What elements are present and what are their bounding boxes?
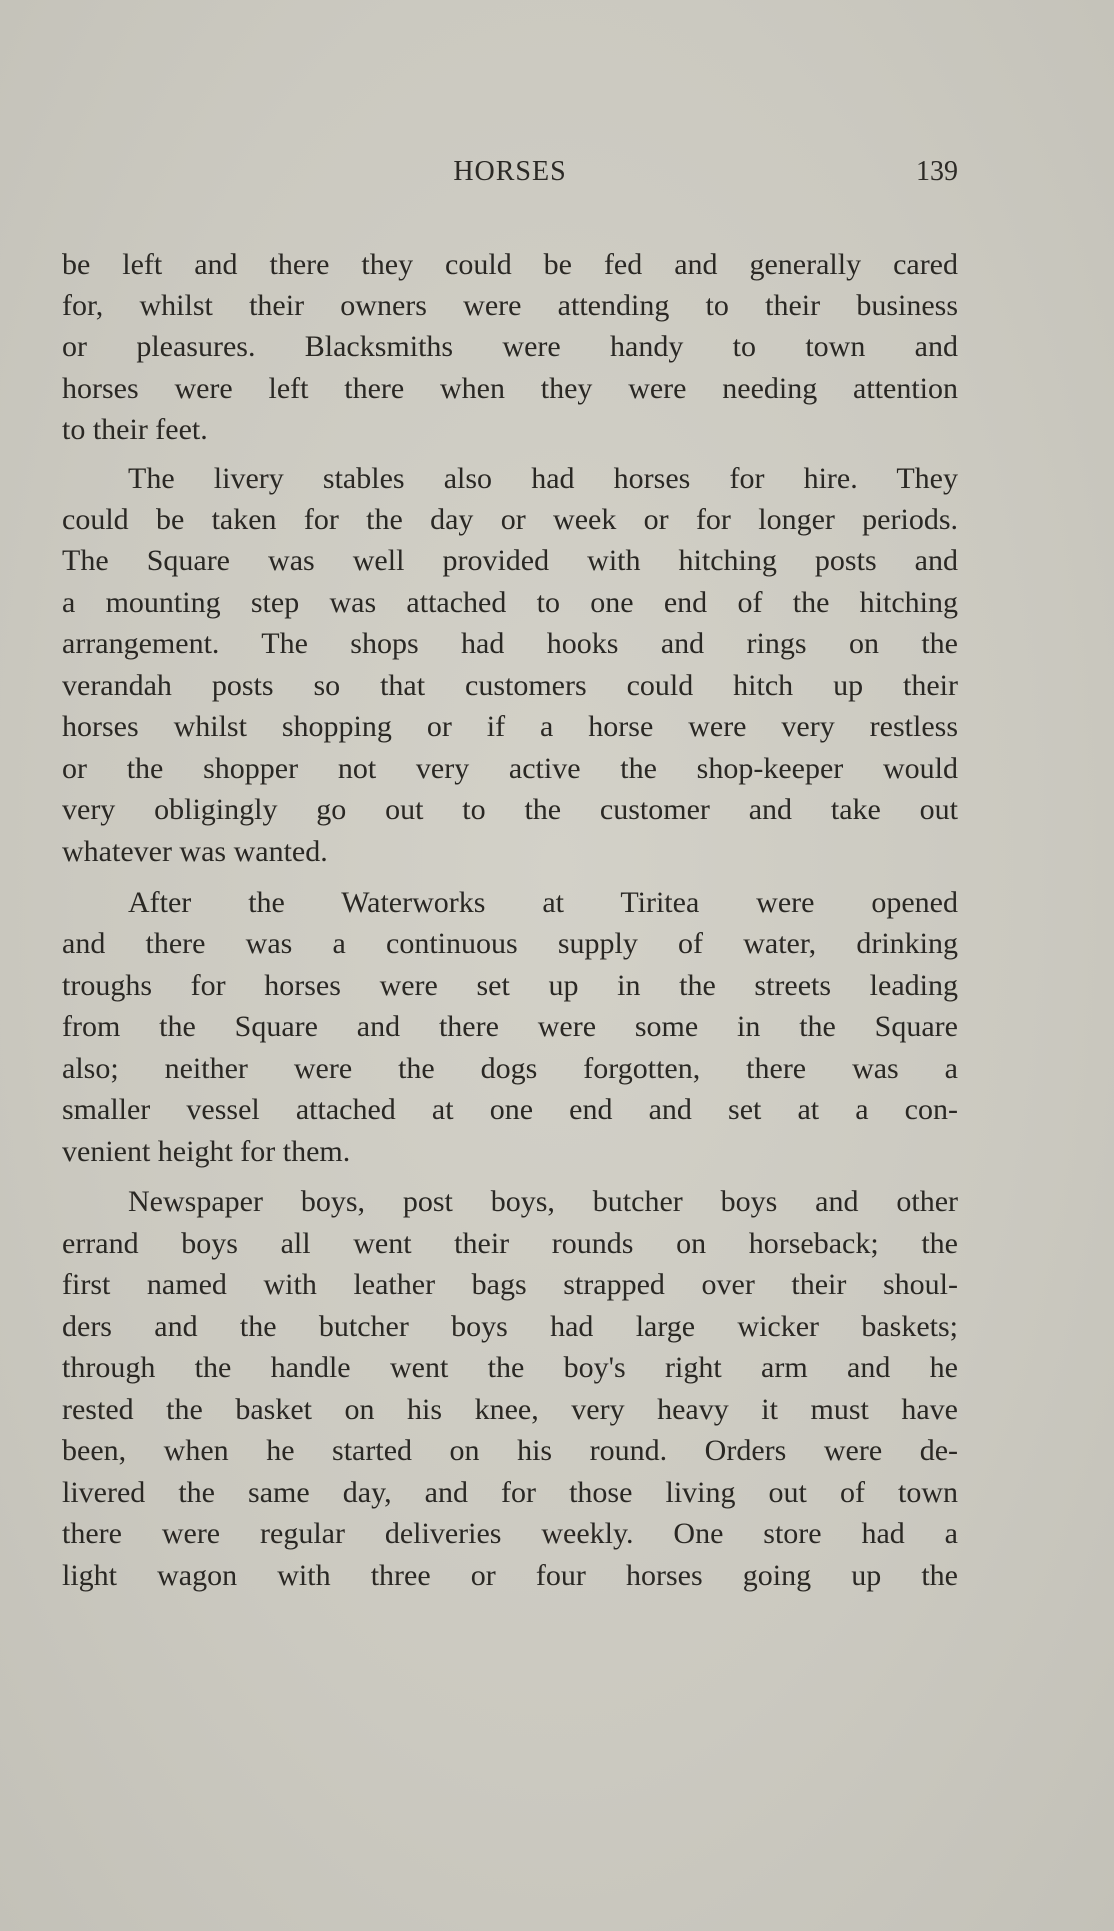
text-line: venient height for them. (62, 1135, 351, 1168)
text-line: for, whilst their owners were attending to their business (62, 289, 958, 322)
text-line: whatever was wanted. (62, 835, 328, 868)
text-line: from the Square and there were some in the Square (62, 1010, 958, 1043)
paragraph-first-line: Newspaper boys, post boys, butcher boys and other (128, 1185, 958, 1218)
text-line: ders and the butcher boys had large wicker baskets; (62, 1310, 958, 1343)
page-number: 139 (916, 156, 958, 187)
text-line: The Square was well provided with hitching posts and (62, 544, 958, 577)
text-line: horses whilst shopping or if a horse were very restless (62, 710, 958, 743)
text-line: very obligingly go out to the customer and take out (62, 793, 958, 826)
text-line: light wagon with three or four horses going up the (62, 1559, 958, 1592)
text-line: verandah posts so that customers could hitch up their (62, 669, 958, 702)
text-line: troughs for horses were set up in the streets leading (62, 969, 958, 1002)
text-line: and there was a continuous supply of water, drinking (62, 927, 958, 960)
text-line: to their feet. (62, 413, 208, 446)
text-line: or pleasures. Blacksmiths were handy to town and (62, 330, 958, 363)
text-line: arrangement. The shops had hooks and rings on the (62, 627, 958, 660)
text-line: been, when he started on his round. Orders were de- (62, 1434, 958, 1467)
text-line: smaller vessel attached at one end and set at a con- (62, 1093, 958, 1126)
text-line: errand boys all went their rounds on horseback; the (62, 1227, 958, 1260)
running-title: HORSES (453, 156, 567, 187)
text-line: rested the basket on his knee, very heavy it must have (62, 1393, 958, 1426)
text-line: livered the same day, and for those living out of town (62, 1476, 958, 1509)
text-line: through the handle went the boy's right arm and he (62, 1351, 958, 1384)
text-line: also; neither were the dogs forgotten, there was a (62, 1052, 958, 1085)
text-line: be left and there they could be fed and generally cared (62, 248, 958, 281)
text-line: horses were left there when they were needing attention (62, 372, 958, 405)
text-line: first named with leather bags strapped over their shoul- (62, 1268, 958, 1301)
page-header (62, 156, 958, 196)
text-line: there were regular deliveries weekly. One store had a (62, 1517, 958, 1550)
text-line: or the shopper not very active the shop-keeper would (62, 752, 958, 785)
text-line: a mounting step was attached to one end of the hitching (62, 586, 958, 619)
paragraph-first-line: After the Waterworks at Tiritea were opened (128, 886, 958, 919)
paragraph-first-line: The livery stables also had horses for hire. They (128, 462, 958, 495)
text-line: could be taken for the day or week or for longer periods. (62, 503, 958, 536)
